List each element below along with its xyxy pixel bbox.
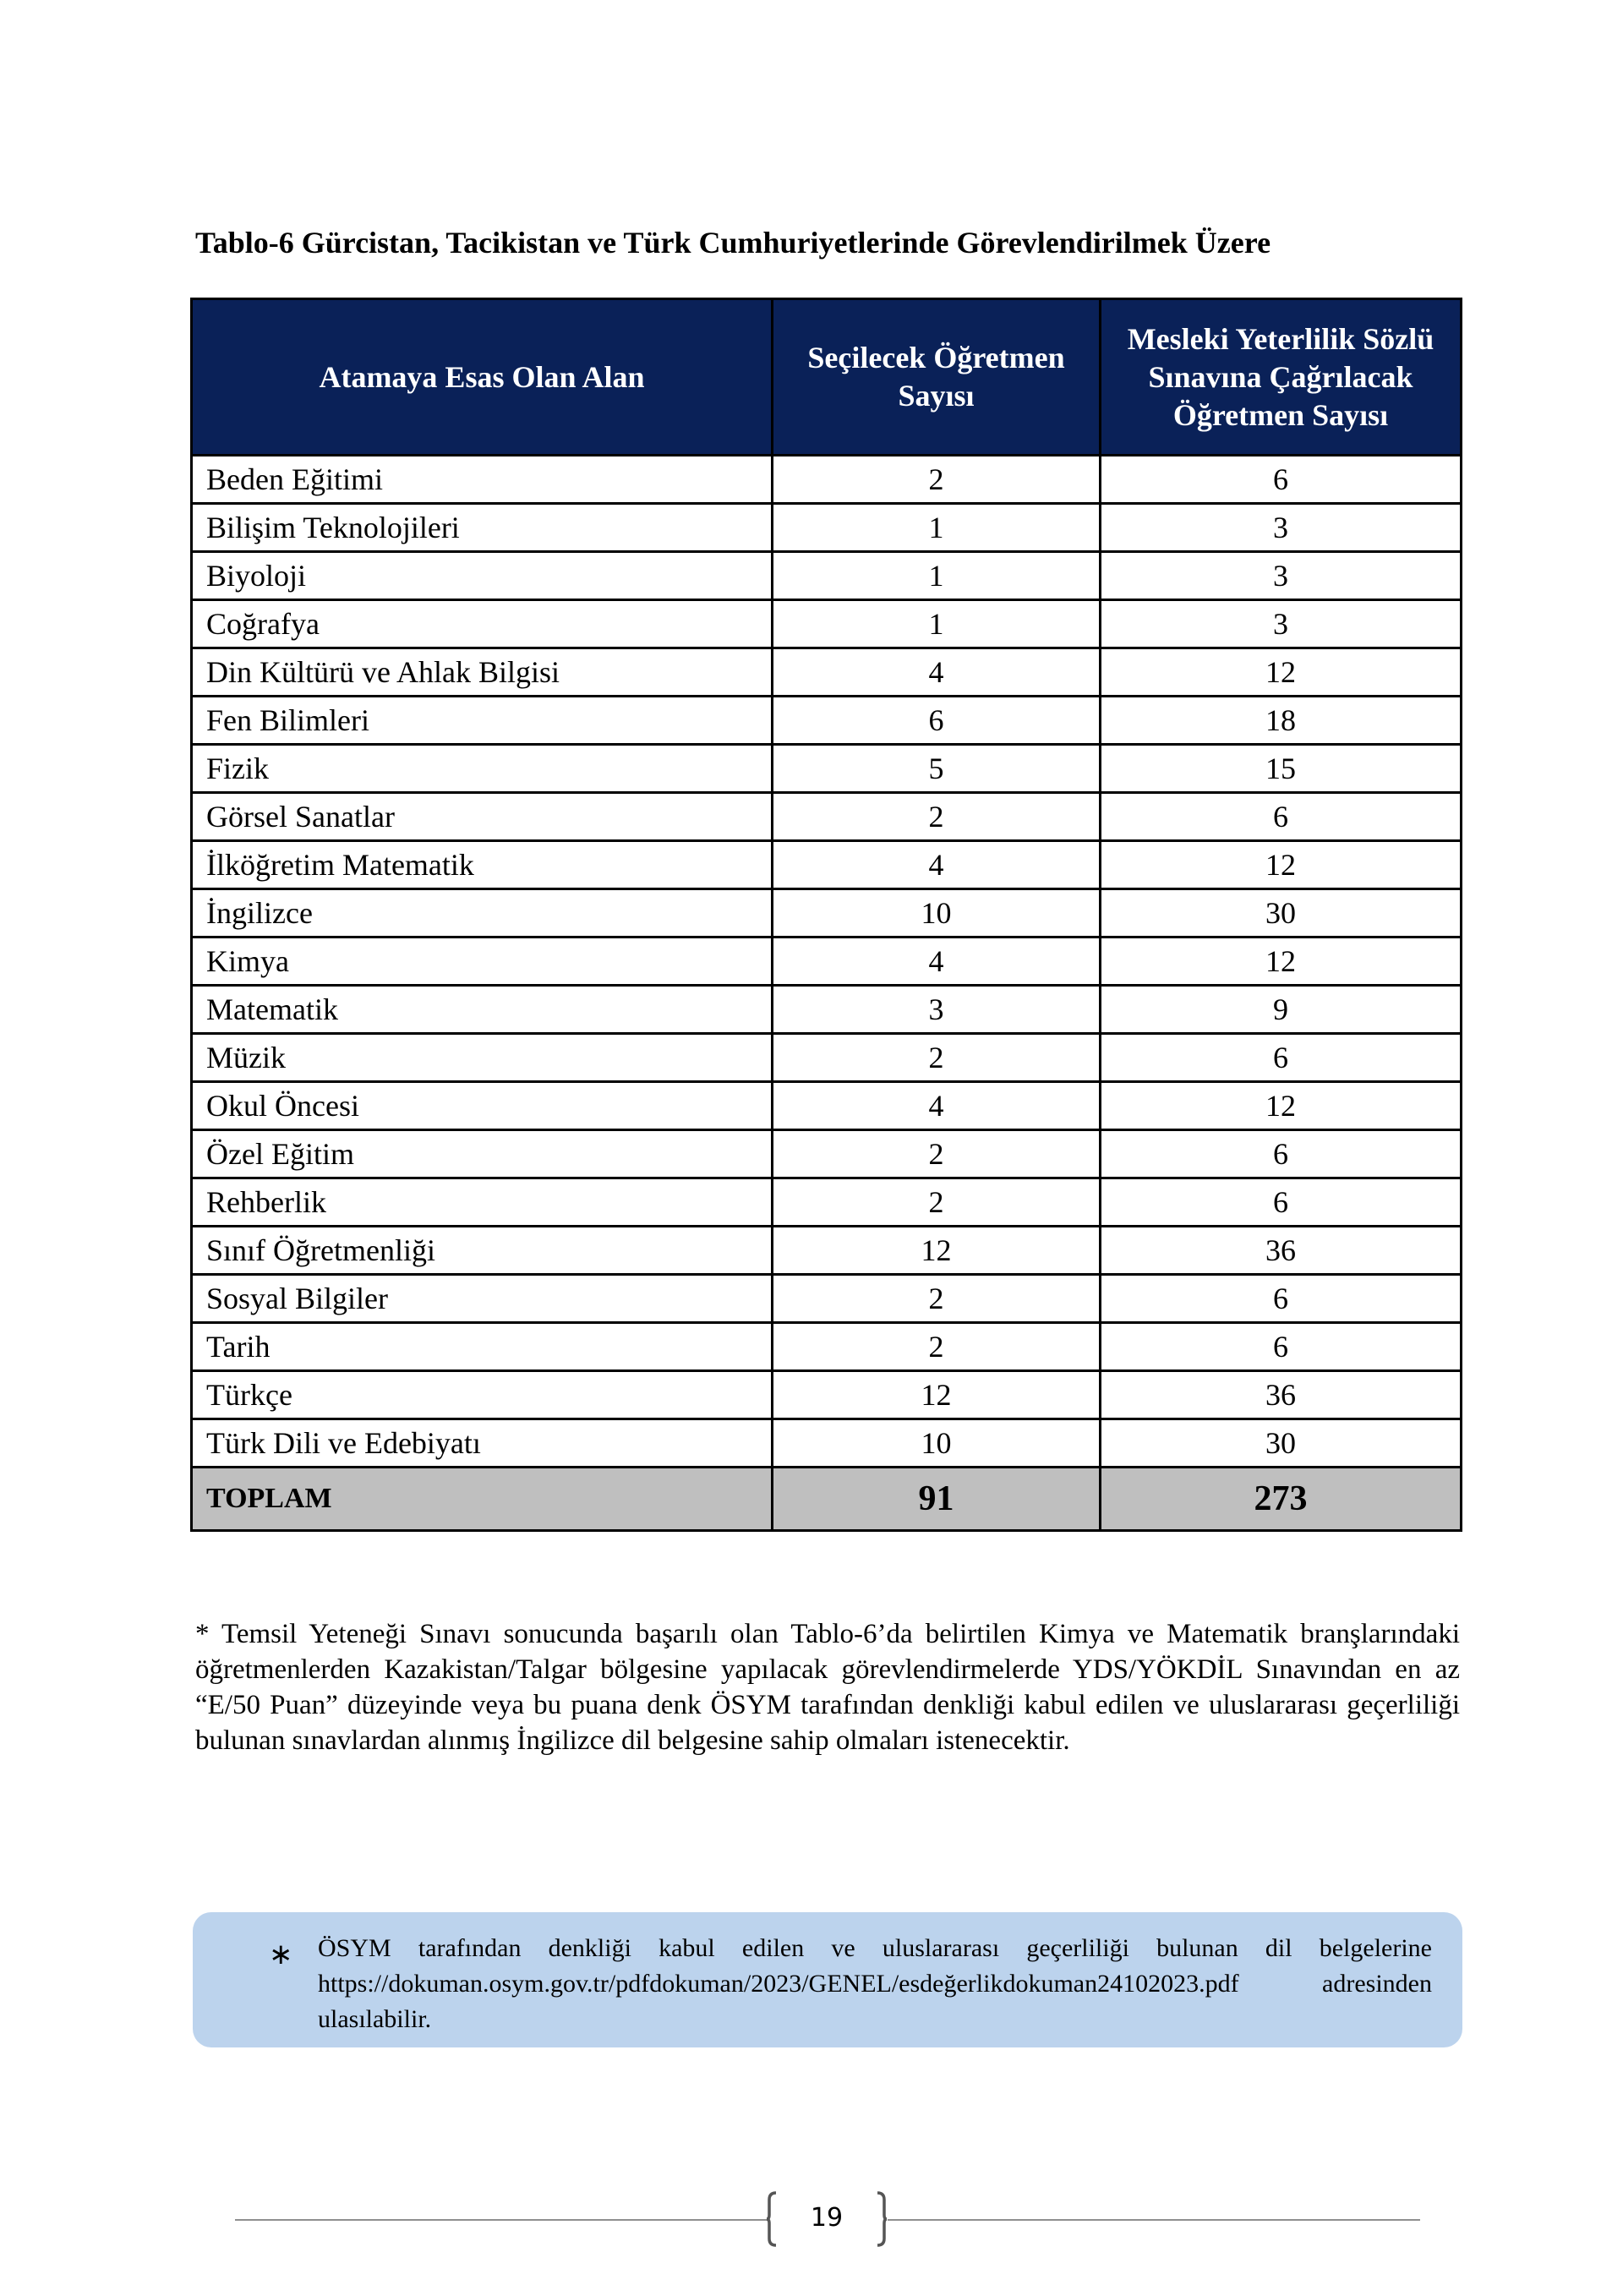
row-called: 30	[1101, 1419, 1462, 1468]
row-selected: 2	[773, 1275, 1101, 1323]
row-selected: 12	[773, 1371, 1101, 1419]
row-called: 30	[1101, 889, 1462, 938]
row-selected: 2	[773, 1323, 1101, 1371]
row-called: 36	[1101, 1227, 1462, 1275]
teacher-allocation-table	[190, 298, 1462, 1532]
row-area: Bilişim Teknolojileri	[192, 504, 773, 552]
bullet-icon: ∗	[269, 1939, 293, 1971]
row-selected: 10	[773, 889, 1101, 938]
table-row	[192, 1275, 1462, 1323]
row-called: 3	[1101, 552, 1462, 600]
row-selected: 2	[773, 1178, 1101, 1227]
row-called: 15	[1101, 745, 1462, 793]
row-selected: 10	[773, 1419, 1101, 1468]
total-row	[192, 1468, 1462, 1531]
table-row	[192, 600, 1462, 648]
row-area: Görsel Sanatlar	[192, 793, 773, 841]
row-called: 36	[1101, 1371, 1462, 1419]
row-selected: 12	[773, 1227, 1101, 1275]
row-called: 12	[1101, 938, 1462, 986]
row-selected: 2	[773, 793, 1101, 841]
row-called: 6	[1101, 1275, 1462, 1323]
row-area: Sınıf Öğretmenliği	[192, 1227, 773, 1275]
row-selected: 5	[773, 745, 1101, 793]
table-row	[192, 1227, 1462, 1275]
info-box	[193, 1912, 1462, 2047]
row-called: 3	[1101, 504, 1462, 552]
table-row	[192, 1178, 1462, 1227]
table-row	[192, 1130, 1462, 1178]
row-called: 9	[1101, 986, 1462, 1034]
table-body	[192, 456, 1462, 1531]
table-row	[192, 456, 1462, 504]
row-called: 6	[1101, 1323, 1462, 1371]
row-area: Sosyal Bilgiler	[192, 1275, 773, 1323]
footer-rule-right	[888, 2219, 1420, 2221]
row-area: Özel Eğitim	[192, 1130, 773, 1178]
table-row	[192, 1034, 1462, 1082]
row-area: Okul Öncesi	[192, 1082, 773, 1130]
info-text: ÖSYM tarafından denkliği kabul edilen ve uluslararası geçerliliği bulunan dil belgelerine https://dokuman.osym.gov.tr/pdfdokuman/2023/GENEL/esdeğerlikdokuman24102023.pdf adresinden ulasılabilir.	[318, 1934, 1432, 2033]
page-number: 19	[810, 2203, 844, 2233]
row-called: 12	[1101, 648, 1462, 697]
total-selected: 91	[773, 1468, 1101, 1531]
row-called: 6	[1101, 793, 1462, 841]
row-area: Kimya	[192, 938, 773, 986]
row-area: Türk Dili ve Edebiyatı	[192, 1419, 773, 1468]
table-row	[192, 1323, 1462, 1371]
table-row	[192, 648, 1462, 697]
row-selected: 1	[773, 504, 1101, 552]
row-area: İngilizce	[192, 889, 773, 938]
row-selected: 1	[773, 600, 1101, 648]
total-called: 273	[1101, 1468, 1462, 1531]
row-selected: 4	[773, 1082, 1101, 1130]
table-row	[192, 938, 1462, 986]
table-row	[192, 889, 1462, 938]
table-title: Tablo-6 Gürcistan, Tacikistan ve Türk Cumhuriyetlerinde Görevlendirilmek Üzere	[195, 226, 1271, 260]
footer-rule-left	[235, 2219, 768, 2221]
row-area: İlköğretim Matematik	[192, 841, 773, 889]
row-selected: 1	[773, 552, 1101, 600]
row-area: Fizik	[192, 745, 773, 793]
row-area: Türkçe	[192, 1371, 773, 1419]
row-area: Biyoloji	[192, 552, 773, 600]
row-area: Din Kültürü ve Ahlak Bilgisi	[192, 648, 773, 697]
row-called: 3	[1101, 600, 1462, 648]
table-header-row	[192, 299, 1462, 456]
row-called: 12	[1101, 841, 1462, 889]
header-called-count: Mesleki Yeterlilik Sözlü Sınavına Çağrılacak Öğretmen Sayısı	[1101, 299, 1462, 456]
table-row	[192, 1419, 1462, 1468]
table-row	[192, 841, 1462, 889]
header-selected-count: Seçilecek Öğretmen Sayısı	[773, 299, 1101, 456]
row-selected: 6	[773, 697, 1101, 745]
row-area: Coğrafya	[192, 600, 773, 648]
total-label: TOPLAM	[192, 1468, 773, 1531]
row-area: Rehberlik	[192, 1178, 773, 1227]
row-called: 6	[1101, 456, 1462, 504]
row-selected: 2	[773, 456, 1101, 504]
right-brace-icon	[876, 2191, 888, 2247]
table-row	[192, 1371, 1462, 1419]
footnote: * Temsil Yeteneği Sınavı sonucunda başarılı olan Tablo-6’da belirtilen Kimya ve Matematik branşlarındaki öğretmenlerden Kazakistan/Talgar bölgesine yapılacak görevlendirmelerde YDS/YÖKDİL Sınavından en az “E/50 Puan” düzeyinde veya bu puana denk ÖSYM tarafından denkliği kabul edilen ve uluslararası geçerliliği bulunan sınavlardan alınmış İngilizce dil belgesine sahip olmaları istenecektir.	[195, 1619, 1460, 1756]
row-area: Matematik	[192, 986, 773, 1034]
header-area: Atamaya Esas Olan Alan	[192, 299, 773, 456]
row-selected: 3	[773, 986, 1101, 1034]
row-selected: 4	[773, 938, 1101, 986]
row-area: Tarih	[192, 1323, 773, 1371]
left-brace-icon	[766, 2191, 778, 2247]
row-area: Fen Bilimleri	[192, 697, 773, 745]
table-row	[192, 745, 1462, 793]
table-row	[192, 552, 1462, 600]
row-selected: 2	[773, 1034, 1101, 1082]
table-row	[192, 1082, 1462, 1130]
row-called: 6	[1101, 1034, 1462, 1082]
row-selected: 4	[773, 841, 1101, 889]
row-selected: 4	[773, 648, 1101, 697]
row-called: 6	[1101, 1130, 1462, 1178]
row-area: Müzik	[192, 1034, 773, 1082]
row-selected: 2	[773, 1130, 1101, 1178]
table-row	[192, 504, 1462, 552]
row-called: 12	[1101, 1082, 1462, 1130]
table-row	[192, 793, 1462, 841]
row-area: Beden Eğitimi	[192, 456, 773, 504]
table-row	[192, 697, 1462, 745]
table-row	[192, 986, 1462, 1034]
row-called: 6	[1101, 1178, 1462, 1227]
row-called: 18	[1101, 697, 1462, 745]
